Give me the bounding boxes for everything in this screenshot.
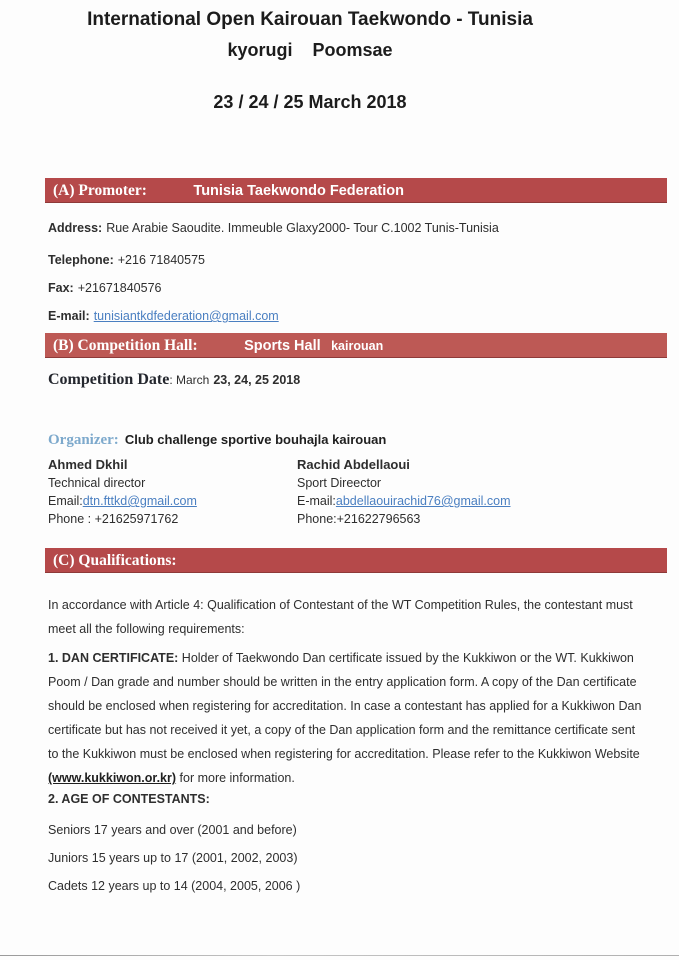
competition-date-line: [48, 370, 649, 390]
section-c-header-bar: [45, 548, 667, 573]
contact-phone: Phone:+21622796563: [297, 512, 421, 526]
contact-name: Ahmed Dkhil: [48, 457, 128, 472]
kukkiwon-website-link[interactable]: (www.kukkiwon.or.kr): [48, 771, 177, 785]
section-a-label: (A) Promoter:: [53, 182, 147, 199]
fax-label: Fax:: [48, 281, 74, 295]
event-title: International Open Kairouan Taekwondo - Tunisia: [87, 9, 533, 30]
competition-hall-city: kairouan: [331, 339, 384, 353]
dan-certificate-label: 1. DAN CERTIFICATE:: [48, 651, 179, 665]
email-line: [48, 307, 649, 325]
contact-card-sport-director: [297, 456, 546, 528]
section-b-label: (B) Competition Hall:: [53, 337, 198, 354]
contact-role: Technical director: [48, 476, 146, 490]
fax-value: +21671840576: [77, 281, 162, 295]
age-of-contestants-heading: 2. AGE OF CONTESTANTS:: [48, 792, 210, 806]
dan-certificate-text: Holder of Taekwondo Dan certificate issued by the Kukkiwon or the WT. Kukkiwon Poom / Dan grade and number should be written in the entry application form. A copy of the Dan certificate should be enclosed when registering for accreditation. In case a contestant has applied for a Kukkiwon Dan certificate but has not received it yet, a copy of the Dan application form and the remittance certificate sent to the Kukkiwon must be enclosed when registering for accreditation. Please refer to the Kukkiwon Website: [48, 651, 642, 761]
telephone-label: Telephone:: [48, 253, 114, 267]
age-rule-juniors: Juniors 15 years up to 17 (2001, 2002, 2003): [48, 850, 298, 865]
contact-phone: Phone : +21625971762: [48, 512, 179, 526]
event-disciplines: kyorugi Poomsae: [227, 40, 393, 60]
section-a-header-bar: [45, 178, 667, 203]
competition-date-value: 23, 24, 25 2018: [213, 373, 301, 387]
competition-hall-name: Sports Hall: [244, 338, 321, 354]
organizer-value: Club challenge sportive bouhajla kairouan: [124, 432, 387, 447]
email-label: E-mail:: [48, 309, 90, 323]
age-rule-cadets: Cadets 12 years up to 14 (2004, 2005, 2006 ): [48, 878, 301, 893]
age-rule-seniors: Seniors 17 years and over (2001 and before): [48, 822, 297, 837]
section-b-body: [48, 370, 649, 528]
competition-date-label: Competition Date: [48, 371, 170, 388]
qualifications-intro: In accordance with Article 4: Qualification of Contestant of the WT Competition Rules, the contestant must meet all the following requirements:: [48, 598, 633, 636]
contact-email-label: E-mail:: [297, 494, 336, 508]
contact-card-technical-director: [48, 456, 297, 528]
fax-line: [48, 279, 649, 297]
section-b-header-bar: [45, 333, 667, 358]
address-line: [48, 219, 649, 237]
contact-email-line: [297, 492, 546, 510]
promoter-email-link[interactable]: tunisiantkdfederation@gmail.com: [93, 309, 279, 323]
dan-certificate-text-end: for more information.: [176, 771, 295, 785]
section-a-body: [48, 219, 649, 325]
contact-email-label: Email:: [48, 494, 83, 508]
scan-edge-line: [0, 955, 679, 956]
contact-email-line: [48, 492, 297, 510]
contact-name: Rachid Abdellaoui: [297, 457, 410, 472]
address-label: Address:: [48, 221, 103, 235]
document-header: [0, 8, 620, 114]
telephone-line: [48, 251, 649, 269]
organizer-line: [48, 430, 649, 450]
dan-certificate-paragraph: [48, 646, 648, 790]
section-c-label: (C) Qualifications:: [53, 552, 177, 569]
address-value: Rue Arabie Saoudite. Immeuble Glaxy2000- Tour C.1002 Tunis-Tunisia: [106, 221, 499, 235]
section-c-body: [48, 593, 649, 895]
telephone-value: +216 71840575: [117, 253, 205, 267]
promoter-name: Tunisia Taekwondo Federation: [193, 183, 404, 199]
organizer-label: Organizer:: [48, 432, 119, 448]
contact-email-link[interactable]: abdellaouirachid76@gmail.com: [335, 494, 511, 508]
contact-email-link[interactable]: dtn.fttkd@gmail.com: [82, 494, 197, 508]
competition-date-month: : March: [169, 373, 210, 387]
contacts-row: [48, 456, 649, 528]
event-dates: 23 / 24 / 25 March 2018: [213, 92, 407, 112]
contact-role: Sport Direector: [297, 476, 382, 490]
